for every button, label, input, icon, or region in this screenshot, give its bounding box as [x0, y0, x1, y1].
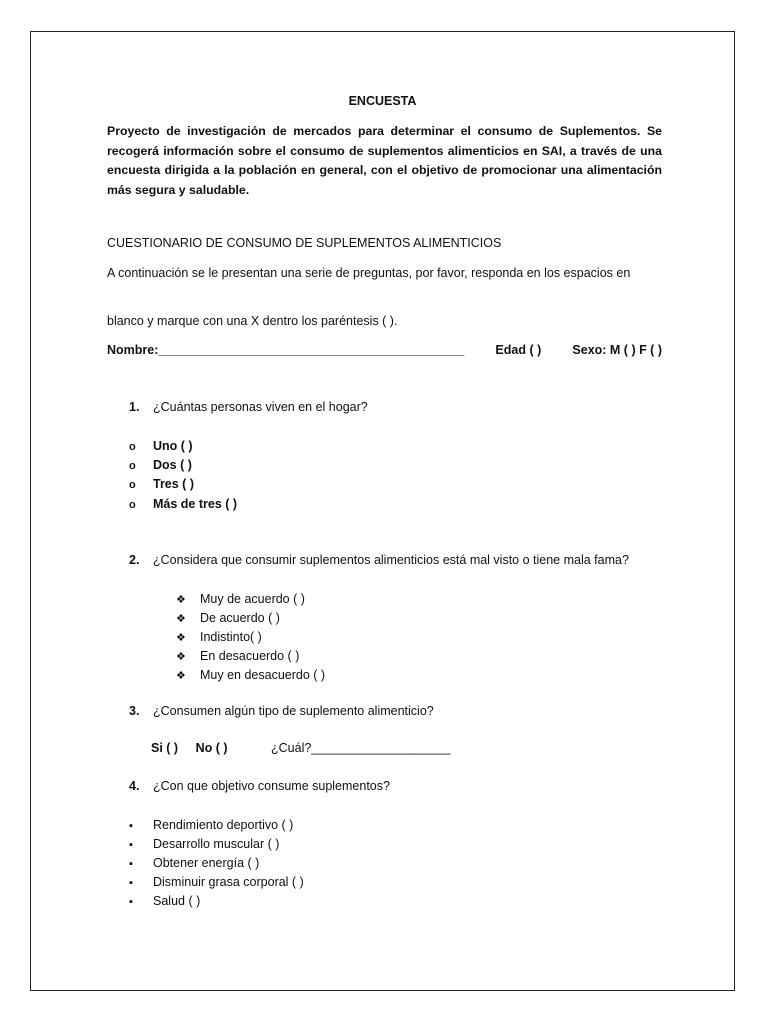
q1-option: o Tres ( ) [129, 477, 194, 491]
square-bullet-icon: ▪ [129, 858, 133, 870]
diamond-bullet-icon: ❖ [176, 613, 186, 625]
q4-option: ▪ Rendimiento deportivo ( ) [129, 818, 294, 832]
circle-bullet-icon: o [129, 499, 136, 511]
question-number: 1. [129, 400, 140, 414]
section-title: CUESTIONARIO DE CONSUMO DE SUPLEMENTOS ALIMENTICIOS [107, 236, 502, 250]
question-3 [129, 704, 434, 718]
diamond-bullet-icon: ❖ [176, 594, 186, 606]
diamond-bullet-icon: ❖ [176, 632, 186, 644]
instructions-line-2: blanco y marque con una X dentro los paréntesis ( ). [107, 314, 398, 328]
diamond-bullet-icon: ❖ [176, 651, 186, 663]
diamond-bullet-icon: ❖ [176, 670, 186, 682]
q2-option: ❖ De acuerdo ( ) [176, 611, 280, 625]
question-2 [129, 553, 629, 567]
square-bullet-icon: ▪ [129, 896, 133, 908]
question-1 [129, 400, 368, 414]
circle-bullet-icon: o [129, 441, 136, 453]
instructions-line-1: A continuación se le presentan una serie de preguntas, por favor, responda en los espacios en [107, 266, 631, 280]
document-title: ENCUESTA [348, 94, 417, 108]
q1-option: o Uno ( ) [129, 439, 193, 453]
no-option: No ( ) [195, 741, 228, 755]
edad-field: Edad ( ) [495, 343, 542, 357]
question-text: ¿Cuántas personas viven en el hogar? [153, 400, 368, 414]
document-page [30, 31, 735, 991]
cual-field: ¿Cuál?____________________ [271, 741, 451, 755]
q1-option: o Más de tres ( ) [129, 497, 238, 511]
sexo-field: Sexo: M ( ) F ( ) [572, 343, 662, 357]
q3-answers [151, 741, 464, 755]
square-bullet-icon: ▪ [129, 839, 133, 851]
q2-option: ❖ Indistinto( ) [176, 630, 262, 644]
square-bullet-icon: ▪ [129, 820, 133, 832]
question-text: ¿Considera que consumir suplementos alimenticios está mal visto o tiene mala fama? [153, 553, 629, 567]
nombre-field: Nombre:____________________________________________ [107, 343, 465, 357]
question-number: 4. [129, 779, 140, 793]
q4-option: ▪ Obtener energía ( ) [129, 856, 260, 870]
intro-paragraph: Proyecto de investigación de mercados para determinar el consumo de Suplementos. Se recogerá información sobre el consumo de suplementos alimenticios en SAI, a través de una encuesta dirigida a la población en general, con el objetivo de promocionar una alimentación más segura y saludable. [107, 124, 662, 197]
question-4 [129, 779, 390, 793]
circle-bullet-icon: o [129, 460, 136, 472]
square-bullet-icon: ▪ [129, 877, 133, 889]
q4-option: ▪ Disminuir grasa corporal ( ) [129, 875, 304, 889]
q2-option: ❖ Muy en desacuerdo ( ) [176, 668, 326, 682]
question-text: ¿Consumen algún tipo de suplemento alimenticio? [153, 704, 434, 718]
question-number: 2. [129, 553, 140, 567]
q4-option: ▪ Desarrollo muscular ( ) [129, 837, 280, 851]
respondent-fields [107, 343, 662, 357]
si-option: Si ( ) [151, 741, 179, 755]
question-text: ¿Con que objetivo consume suplementos? [153, 779, 390, 793]
q2-option: ❖ En desacuerdo ( ) [176, 649, 300, 663]
q2-option: ❖ Muy de acuerdo ( ) [176, 592, 305, 606]
question-number: 3. [129, 704, 140, 718]
circle-bullet-icon: o [129, 479, 136, 491]
q4-option: ▪ Salud ( ) [129, 894, 201, 908]
q1-option: o Dos ( ) [129, 458, 192, 472]
